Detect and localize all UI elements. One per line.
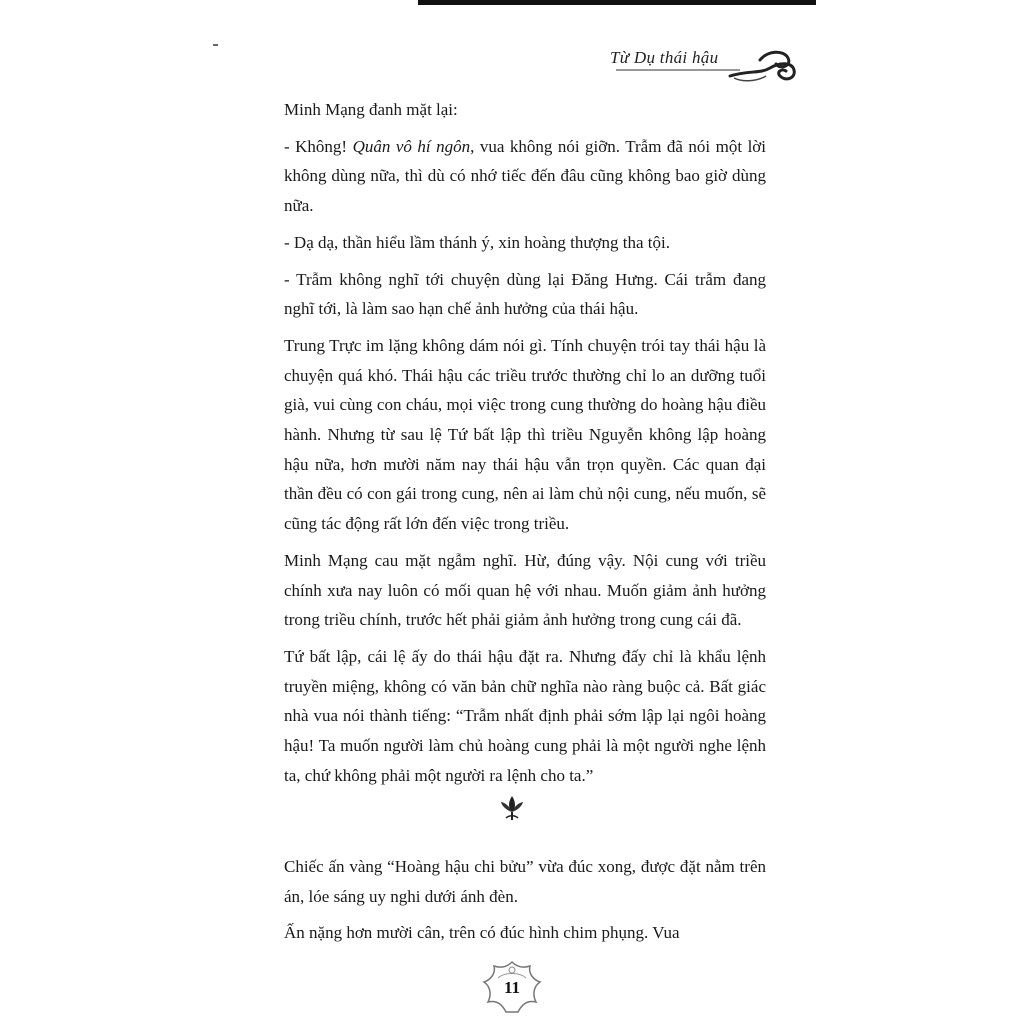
page-number-badge bbox=[476, 958, 548, 1018]
paragraph: Ấn nặng hơn mười cân, trên có đúc hình chim phụng. Vua bbox=[284, 923, 680, 943]
page-number: 11 bbox=[503, 978, 521, 997]
paragraph: Tứ bất lập, cái lệ ấy do thái hậu đặt ra. Nhưng đấy chỉ là khẩu lệnh truyền miệng, không có văn bản chữ nghĩa nào ràng buộc cả. Bất giác nhà vua nói thành tiếng: “Trẫm nhất định phải sớm lập lại ngôi hoàng hậu! Ta muốn người làm chủ hoàng cung phải là một người nghe lệnh ta, chứ không phải một người ra lệnh cho ta.” bbox=[284, 646, 766, 785]
paragraph: - Trẫm không nghĩ tới chuyện dùng lại Đăng Hưng. Cái trẫm đang nghĩ tới, là làm sao hạn chế ảnh hưởng của thái hậu. bbox=[284, 269, 766, 319]
running-header bbox=[610, 40, 810, 90]
running-title: Từ Dụ thái hậu bbox=[610, 48, 719, 67]
emphasis-text: Quân vô hí ngôn bbox=[352, 136, 471, 156]
scan-mark bbox=[213, 44, 218, 46]
paragraph: - Dạ dạ, thần hiểu lầm thánh ý, xin hoàng thượng tha tội. bbox=[284, 232, 670, 252]
body-text bbox=[284, 95, 766, 790]
body-text-continued bbox=[284, 852, 766, 948]
paragraph: - Không! Quân vô hí ngôn, vua không nói giỡn. Trẫm đã nói một lời không dùng nữa, thì dù có nhớ tiếc đến đâu cũng không bao giờ dùng nữa. bbox=[284, 136, 767, 216]
paragraph: Minh Mạng cau mặt ngẫm nghĩ. Hừ, đúng vậy. Nội cung với triều chính xưa nay luôn có mối quan hệ với nhau. Muốn giảm ảnh hưởng trong triều chính, trước hết phải giảm ảnh hưởng trong cung cái đã. bbox=[284, 550, 766, 630]
paragraph: Minh Mạng đanh mặt lại: bbox=[284, 100, 458, 119]
lotus-flower-icon bbox=[498, 794, 526, 822]
paragraph: Chiếc ấn vàng “Hoàng hậu chi bửu” vừa đúc xong, được đặt nằm trên án, lóe sáng uy nghi dưới ánh đèn. bbox=[284, 857, 766, 906]
paragraph: Trung Trực im lặng không dám nói gì. Tính chuyện trói tay thái hậu là chuyện quá khó. Thái hậu các triều trước thường chỉ lo an dưỡng tuổi già, vui cùng con cháu, mọi việc trong cung thường do hoàng hậu điều hành. Nhưng từ sau lệ Tứ bất lập thì triều Nguyễn không lập hoàng hậu nữa, hơn mười năm nay thái hậu vẫn trọn quyền. Các quan đại thần đều có con gái trong cung, nên ai làm chủ nội cung, nếu muốn, sẽ cũng tác động rất lớn đến việc trong triều. bbox=[284, 335, 766, 534]
top-edge-rule bbox=[418, 0, 816, 5]
